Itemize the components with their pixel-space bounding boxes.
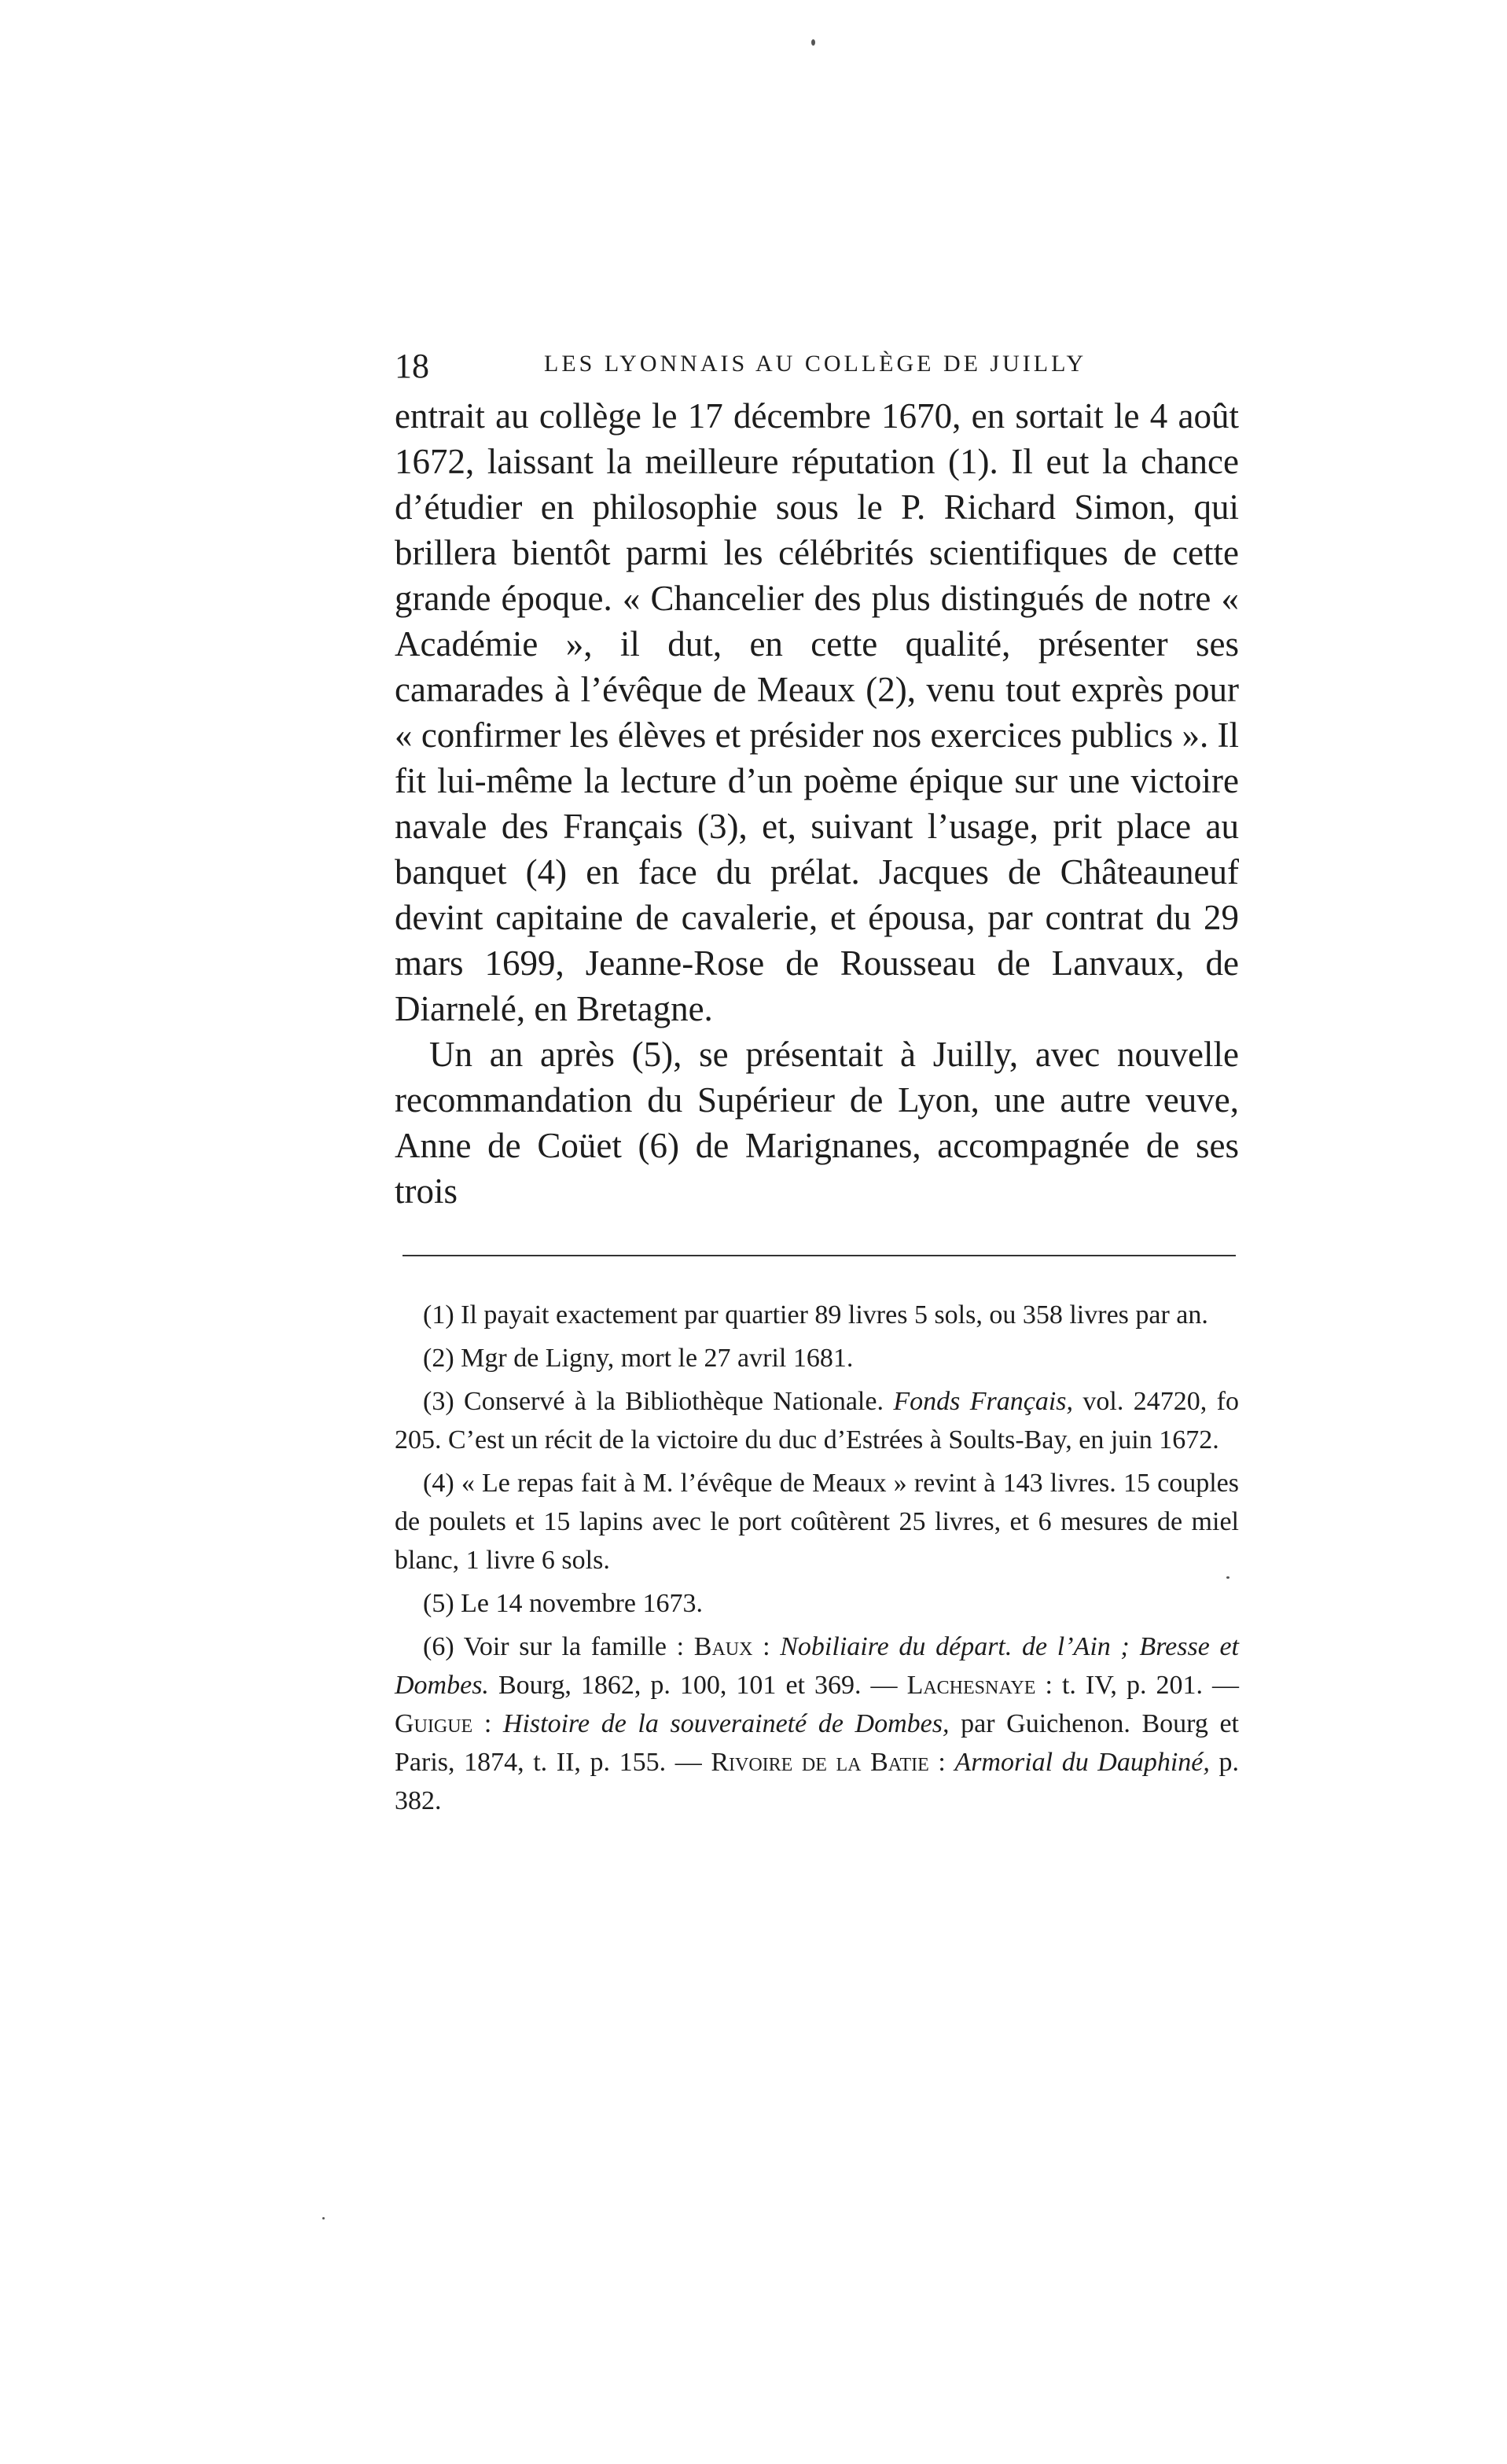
footnote-italic: Nobiliaire du départ. de l’Ain ; Bresse et Dombes. — [395, 1632, 1240, 1700]
ink-speck — [322, 2217, 325, 2219]
ink-speck — [811, 39, 815, 46]
footnote-4: (4) « Le repas fait à M. l’évêque de Meaux » revint à 143 livres. 15 couples de poulets et 15 lapins avec le port coûtèrent 25 livres, et 6 mesures de miel blanc, 1 livre 6 sols. — [395, 1469, 1239, 1575]
footnotes — [395, 1296, 1239, 1820]
footnote-italic: Histoire de la souveraineté de Dombes, — [502, 1709, 950, 1738]
footnote-1: (1) Il payait exactement par quartier 89 livres 5 sols, ou 358 livres par an. — [423, 1300, 1208, 1329]
footnote-rule — [402, 1255, 1236, 1256]
author-name: Lachesnaye — [906, 1671, 1036, 1700]
book-page — [395, 338, 1239, 1825]
footnote-3 — [395, 1382, 1239, 1459]
footnote-italic: Fonds Français, — [893, 1387, 1074, 1416]
footnote-6 — [395, 1627, 1239, 1820]
page-header — [395, 338, 1239, 393]
footnote-text: : — [928, 1748, 955, 1777]
footnote-text: : t. IV, p. 201. — — [1035, 1671, 1239, 1700]
paragraph: entrait au collège le 17 décembre 1670, en sortait le 4 août 1672, laissant la meilleure réputation (1). Il eut la chance d’étudier en philosophie sous le P. Richard Simon, qui brillera bientôt parmi les célébrités scientifiques de cette grande époque. « Chancelier des plus distingués de notre « Académie », il dut, en cette qualité, présenter ses camarades à l’évêque de Meaux (2), venu tout exprès pour « confirmer les élèves et présider nos exercices publics ». Il fit lui-même la lecture d’un poème épique sur une victoire navale des Français (3), et, suivant l’usage, prit place au banquet (4) en face du prélat. Jacques de Châteauneuf devint capitaine de cavalerie, et épousa, par contrat du 29 mars 1699, Jeanne-Rose de Rousseau de Lanvaux, de Diarnelé, en Bretagne. — [395, 396, 1239, 1028]
footnote-text: p. 382. — [395, 1748, 1240, 1815]
author-name: Rivoire de la Batie — [711, 1748, 929, 1777]
footnote-text: Bourg, 1862, p. 100, 101 et 369. — — [488, 1671, 907, 1700]
body-text — [395, 393, 1239, 1214]
footnote-text: (6) Voir sur la famille : — [423, 1632, 694, 1661]
footnote-text: : — [472, 1709, 503, 1738]
footnote-text: : — [752, 1632, 781, 1661]
running-title: LES LYONNAIS AU COLLÈGE DE JUILLY — [544, 351, 1087, 377]
author-name: Guigue — [395, 1709, 473, 1738]
paragraph: Un an après (5), se présentait à Juilly, avec nouvelle recommandation du Supérieur de Lyon, une autre veuve, Anne de Coüet (6) de Marignanes, accompagnée de ses trois — [395, 1035, 1239, 1211]
footnote-5: (5) Le 14 novembre 1673. — [423, 1589, 703, 1618]
author-name: Baux — [693, 1632, 753, 1661]
page-number: 18 — [395, 347, 429, 385]
footnote-text: par Guichenon. Bourg et Paris, 1874, t. II, p. 155. — — [395, 1709, 1239, 1777]
footnote-italic: Armorial du Dauphiné, — [954, 1748, 1210, 1777]
footnote-text: (3) Conservé à la Bibliothèque Nationale. — [423, 1387, 894, 1416]
footnote-text: vol. 24720, fo 205. C’est un récit de la victoire du duc d’Estrées à Soults-Bay, en juin 1672. — [395, 1387, 1239, 1454]
footnote-2: (2) Mgr de Ligny, mort le 27 avril 1681. — [423, 1344, 854, 1373]
